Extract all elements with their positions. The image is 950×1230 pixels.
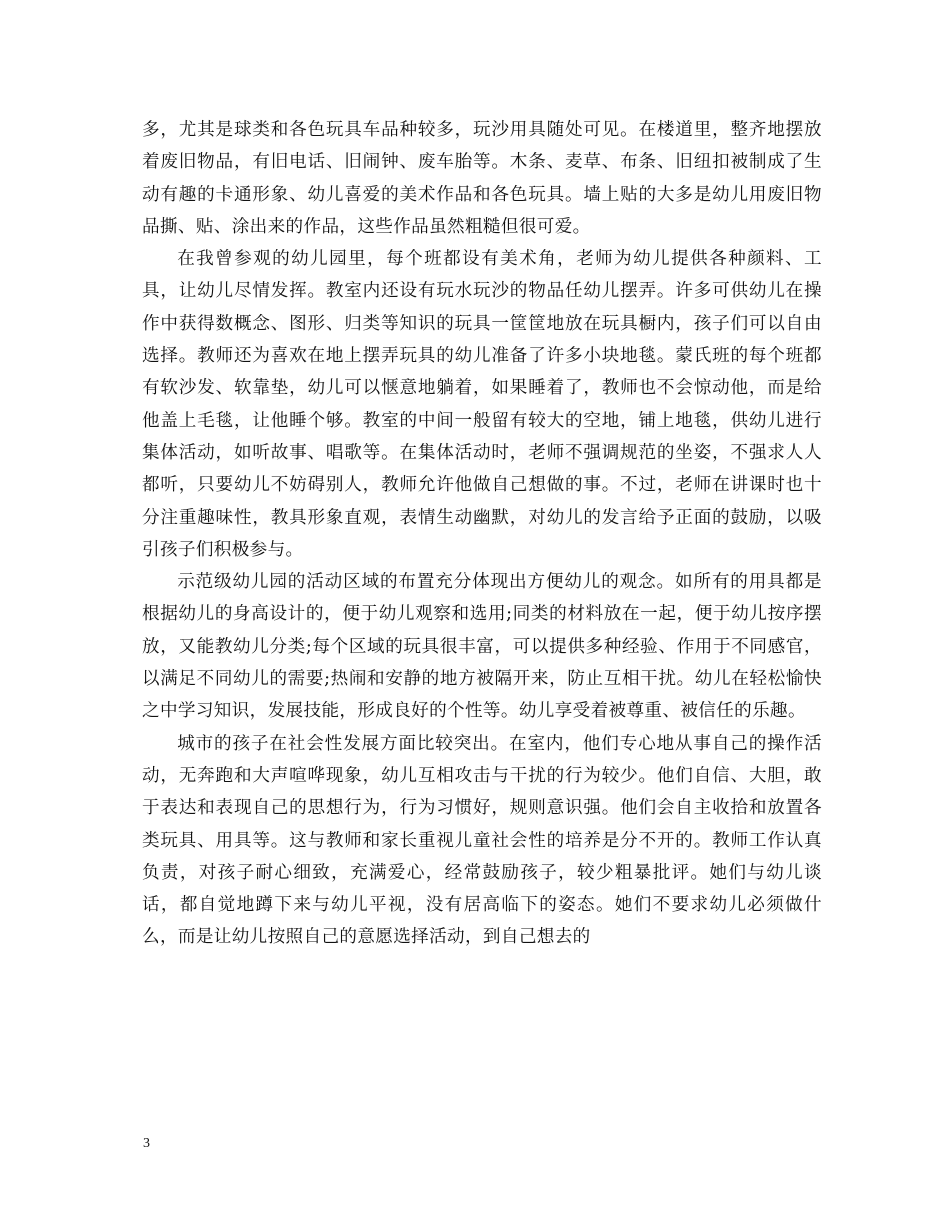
page-number: 3 [143,1136,150,1151]
paragraph-activity-areas: 示范级幼儿园的活动区域的布置充分体现出方便幼儿的观念。如所有的用具都是根据幼儿的身高设计的，便于幼儿观察和选用;同类的材料放在一起，便于幼儿按序摆放，又能教幼儿分类;每个区域的玩具很丰富，可以提供多种经验、作用于不同感官，以满足不同幼儿的需要;热闹和安静的地方被隔开来，防止互相干扰。幼儿在轻松愉快之中学习知识，发展技能，形成良好的个性等。幼儿享受着被尊重、被信任的乐趣。 [142,572,822,722]
paragraph-social-development: 城市的孩子在社会性发展方面比较突出。在室内，他们专心地从事自己的操作活动，无奔跑和大声喧哗现象，幼儿互相攻击与干扰的行为较少。他们自信、大胆，敢于表达和表现自己的思想行为，行为习惯好，规则意识强。他们会自主收拾和放置各类玩具、用具等。这与教师和家长重视儿童社会性的培养是分不开的。教师工作认真负责，对孩子耐心细致，充满爱心，经常鼓励孩子，较少粗暴批评。她们与幼儿谈话，都自觉地蹲下来与幼儿平视，没有居高临下的姿态。她们不要求幼儿必须做什么，而是让幼儿按照自己的意愿选择活动，到自己想去的 [142,733,822,948]
body-text [142,114,822,954]
paragraph-continued: 多，尤其是球类和各色玩具车品种较多，玩沙用具随处可见。在楼道里，整齐地摆放着废旧物品，有旧电话、旧闹钟、废车胎等。木条、麦草、布条、旧纽扣被制成了生动有趣的卡通形象、幼儿喜爱的美术作品和各色玩具。墙上贴的大多是幼儿用废旧物品撕、贴、涂出来的作品，这些作品虽然粗糙但很可爱。 [142,120,822,237]
paragraph-art-corner: 在我曾参观的幼儿园里，每个班都设有美术角，老师为幼儿提供各种颜料、工具，让幼儿尽情发挥。教室内还设有玩水玩沙的物品任幼儿摆弄。许多可供幼儿在操作中获得数概念、图形、归类等知识的玩具一筐筐地放在玩具橱内，孩子们可以自由选择。教师还为喜欢在地上摆弄玩具的幼儿准备了许多小块地毯。蒙氏班的每个班都有软沙发、软靠垫，幼儿可以惬意地躺着，如果睡着了，教师也不会惊动他，而是给他盖上毛毯，让他睡个够。教室的中间一般留有较大的空地，铺上地毯，供幼儿进行集体活动，如听故事、唱歌等。在集体活动时，老师不强调规范的坐姿，不强求人人都听，只要幼儿不妨碍别人，教师允许他做自己想做的事。不过，老师在讲课时也十分注重趣味性，教具形象直观，表情生动幽默，对幼儿的发言给予正面的鼓励，以吸引孩子们积极参与。 [142,249,822,560]
